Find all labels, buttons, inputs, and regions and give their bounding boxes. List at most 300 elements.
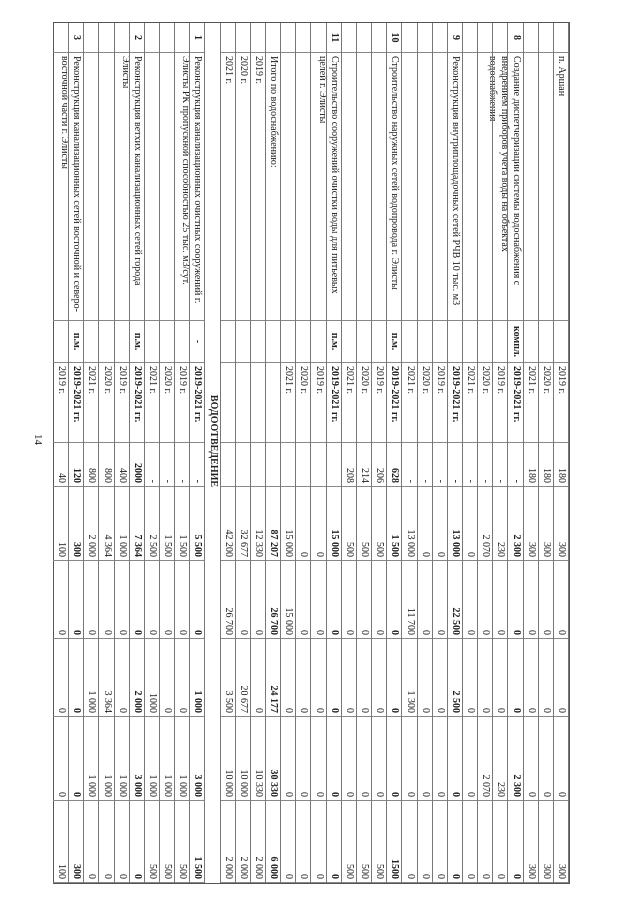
- cell-period: 2020 г.: [356, 363, 371, 443]
- cell-unit: [401, 321, 416, 363]
- cell-c4: 500: [174, 801, 189, 883]
- cell-c4: 2 000: [235, 801, 250, 883]
- cell-total: 300: [68, 487, 83, 561]
- cell-no: [280, 23, 295, 53]
- cell-c1: 0: [356, 561, 371, 639]
- cell-name: Реконструкция ветхих канализационных сетей города Элисты: [129, 53, 144, 321]
- cell-c1: 0: [341, 561, 356, 639]
- cell-name: [53, 53, 68, 321]
- cell-qty: [220, 443, 235, 487]
- cell-c1: 0: [523, 561, 538, 639]
- cell-no: 8: [507, 23, 522, 53]
- cell-c2: 0: [507, 639, 522, 717]
- cell-c4: 0: [447, 801, 462, 883]
- cell-total: 0: [311, 487, 326, 561]
- table-row: [295, 23, 311, 883]
- cell-c3: 0: [326, 717, 341, 801]
- cell-c2: 0: [523, 639, 538, 717]
- table-row: [371, 23, 387, 883]
- cell-unit: компл.: [507, 321, 522, 363]
- cell-c2: 1 000: [189, 639, 204, 717]
- cell-c1: 11 700: [401, 561, 416, 639]
- cell-c4: 500: [371, 801, 386, 883]
- cell-period: 2019-2021 гг.: [68, 363, 83, 443]
- cell-c3: 3 000: [129, 717, 144, 801]
- cell-c4: 6 000: [265, 801, 280, 883]
- cell-name: Реконструкция внутриплощадочных сетей РЧВ 10 тыс. м3: [447, 53, 462, 321]
- cell-c2: 0: [538, 639, 553, 717]
- cell-period: 2019-2021 гг.: [129, 363, 144, 443]
- cell-qty: [250, 443, 265, 487]
- cell-total: 0: [417, 487, 432, 561]
- cell-no: [114, 23, 129, 53]
- cell-c3: 0: [371, 717, 386, 801]
- cell-c4: 0: [114, 801, 129, 883]
- cell-unit: п.м.: [326, 321, 341, 363]
- cell-c4: 0: [477, 801, 492, 883]
- cell-c1: 26 700: [220, 561, 235, 639]
- cell-qty: -: [174, 443, 189, 487]
- table-row: [98, 23, 114, 883]
- cell-no: [98, 23, 113, 53]
- cell-qty: 180: [553, 443, 568, 487]
- cell-name: [462, 53, 477, 321]
- cell-name: [538, 53, 553, 321]
- cell-c3: 0: [538, 717, 553, 801]
- cell-total: 15 000: [280, 487, 295, 561]
- cell-c3: 0: [311, 717, 326, 801]
- cell-c1: 0: [235, 561, 250, 639]
- cell-c2: 2 500: [447, 639, 462, 717]
- cell-unit: [462, 321, 477, 363]
- cell-c2: 3 500: [220, 639, 235, 717]
- cell-period: [265, 363, 280, 443]
- cell-c2: 1 000: [83, 639, 98, 717]
- cell-period: 2020 г.: [417, 363, 432, 443]
- cell-period: 2019 г.: [114, 363, 129, 443]
- table-row: [235, 23, 251, 883]
- cell-c1: 0: [553, 561, 568, 639]
- cell-c1: 0: [507, 561, 522, 639]
- cell-total: 0: [462, 487, 477, 561]
- cell-no: [220, 23, 235, 53]
- cell-unit: [492, 321, 507, 363]
- cell-unit: [523, 321, 538, 363]
- page-number: 14: [32, 434, 44, 445]
- cell-total: 2 000: [83, 487, 98, 561]
- cell-c1: 0: [250, 561, 265, 639]
- investment-table: [53, 22, 570, 884]
- cell-c4: 0: [326, 801, 341, 883]
- table-row: [417, 23, 433, 883]
- cell-period: 2019 г.: [432, 363, 447, 443]
- cell-qty: 800: [98, 443, 113, 487]
- cell-name: п. Аршан: [553, 53, 568, 321]
- cell-period: 2019-2021 гг.: [507, 363, 522, 443]
- cell-c2: 0: [477, 639, 492, 717]
- cell-qty: -: [144, 443, 159, 487]
- cell-c4: 0: [295, 801, 310, 883]
- cell-total: 2 070: [477, 487, 492, 561]
- cell-c3: 0: [280, 717, 295, 801]
- cell-unit: [174, 321, 189, 363]
- section-title: ВОДООТВЕДЕНИЕ: [207, 394, 219, 488]
- cell-c3: 0: [341, 717, 356, 801]
- cell-c1: 0: [538, 561, 553, 639]
- table-row: [159, 23, 175, 883]
- cell-c2: 0: [356, 639, 371, 717]
- cell-period: [220, 363, 235, 443]
- cell-unit: [250, 321, 265, 363]
- cell-total: 1 500: [159, 487, 174, 561]
- cell-c2: 1000: [144, 639, 159, 717]
- cell-unit: [159, 321, 174, 363]
- cell-c2: 20 677: [235, 639, 250, 717]
- cell-no: [144, 23, 159, 53]
- cell-unit: [477, 321, 492, 363]
- cell-qty: -: [447, 443, 462, 487]
- cell-c3: 1 000: [159, 717, 174, 801]
- cell-total: 300: [553, 487, 568, 561]
- cell-no: [492, 23, 507, 53]
- cell-unit: [295, 321, 310, 363]
- cell-qty: [311, 443, 326, 487]
- cell-total: 42 200: [220, 487, 235, 561]
- cell-c4: 500: [144, 801, 159, 883]
- cell-c3: 0: [356, 717, 371, 801]
- cell-c3: 3 000: [189, 717, 204, 801]
- cell-c1: 0: [371, 561, 386, 639]
- cell-c2: 0: [114, 639, 129, 717]
- cell-name: [477, 53, 492, 321]
- section-header-row: [204, 23, 220, 883]
- cell-total: 500: [356, 487, 371, 561]
- cell-qty: 40: [53, 443, 68, 487]
- cell-name: Реконструкция канализационных сетей восточной и северо-восточной части г. Элисты: [68, 53, 83, 321]
- cell-c3: 0: [447, 717, 462, 801]
- cell-total: 87 207: [265, 487, 280, 561]
- cell-unit: [417, 321, 432, 363]
- cell-c2: 2 000: [129, 639, 144, 717]
- cell-period: 2020 г.: [98, 363, 113, 443]
- cell-c1: 0: [432, 561, 447, 639]
- table-row: [265, 23, 281, 883]
- cell-unit: [371, 321, 386, 363]
- cell-c3: 10 000: [235, 717, 250, 801]
- cell-qty: 628: [386, 443, 401, 487]
- cell-period: 2021 г.: [401, 363, 416, 443]
- cell-c3: 2 300: [507, 717, 522, 801]
- cell-no: [53, 23, 68, 53]
- cell-no: [235, 23, 250, 53]
- cell-total: 7 364: [129, 487, 144, 561]
- cell-period: 2019 г.: [553, 363, 568, 443]
- cell-total: 500: [341, 487, 356, 561]
- cell-c3: 0: [401, 717, 416, 801]
- cell-no: [523, 23, 538, 53]
- cell-c2: 0: [417, 639, 432, 717]
- table-row: [83, 23, 99, 883]
- cell-total: 12 330: [250, 487, 265, 561]
- cell-unit: -: [189, 321, 204, 363]
- cell-c1: 0: [311, 561, 326, 639]
- cell-c4: 500: [159, 801, 174, 883]
- cell-qty: 800: [83, 443, 98, 487]
- cell-total: 2 500: [144, 487, 159, 561]
- cell-c2: 0: [280, 639, 295, 717]
- cell-c1: 0: [129, 561, 144, 639]
- cell-period: 2019 г.: [371, 363, 386, 443]
- cell-period: 2021 г.: [144, 363, 159, 443]
- cell-c2: 0: [371, 639, 386, 717]
- cell-qty: -: [417, 443, 432, 487]
- cell-period: 2021 г.: [462, 363, 477, 443]
- cell-total: 230: [492, 487, 507, 561]
- cell-name: [114, 53, 129, 321]
- cell-c2: 0: [386, 639, 401, 717]
- cell-no: [462, 23, 477, 53]
- cell-unit: [553, 321, 568, 363]
- cell-period: 2020 г.: [538, 363, 553, 443]
- cell-qty: -: [432, 443, 447, 487]
- cell-c4: 0: [129, 801, 144, 883]
- cell-no: [295, 23, 310, 53]
- cell-c3: 2 070: [477, 717, 492, 801]
- cell-total: 5 500: [189, 487, 204, 561]
- cell-c3: 1 000: [98, 717, 113, 801]
- cell-qty: 180: [538, 443, 553, 487]
- cell-total: 1 500: [386, 487, 401, 561]
- cell-no: [432, 23, 447, 53]
- cell-c4: 0: [462, 801, 477, 883]
- table-row: [462, 23, 478, 883]
- cell-period: 2021 г.: [523, 363, 538, 443]
- table-row: [174, 23, 190, 883]
- cell-name: [280, 53, 295, 321]
- cell-c3: 0: [53, 717, 68, 801]
- cell-unit: п.м.: [68, 321, 83, 363]
- cell-c3: 230: [492, 717, 507, 801]
- cell-c1: 0: [98, 561, 113, 639]
- cell-c2: 0: [553, 639, 568, 717]
- cell-c1: 0: [492, 561, 507, 639]
- table-row: [401, 23, 417, 883]
- cell-name: Реконструкция канализационных очистных сооружений г. Элисты РК пропускной способностью 25 тыс. м3/сут.: [189, 53, 204, 321]
- cell-qty: 120: [68, 443, 83, 487]
- cell-unit: [538, 321, 553, 363]
- table-row: [447, 23, 463, 883]
- cell-c4: 2 000: [250, 801, 265, 883]
- cell-qty: [265, 443, 280, 487]
- cell-no: [159, 23, 174, 53]
- cell-period: 2020 г.: [159, 363, 174, 443]
- cell-period: 2020 г.: [477, 363, 492, 443]
- cell-no: [371, 23, 386, 53]
- cell-unit: п.м.: [386, 321, 401, 363]
- cell-total: 32 677: [235, 487, 250, 561]
- cell-name: [492, 53, 507, 321]
- cell-unit: [98, 321, 113, 363]
- cell-name: [356, 53, 371, 321]
- cell-c3: 0: [432, 717, 447, 801]
- cell-no: 10: [386, 23, 401, 53]
- cell-c1: 0: [189, 561, 204, 639]
- cell-c4: 0: [417, 801, 432, 883]
- cell-total: 1 500: [174, 487, 189, 561]
- cell-total: 100: [53, 487, 68, 561]
- cell-c1: 0: [174, 561, 189, 639]
- cell-c3: 1 000: [144, 717, 159, 801]
- cell-no: [174, 23, 189, 53]
- cell-c4: 0: [311, 801, 326, 883]
- cell-unit: [235, 321, 250, 363]
- cell-c2: 0: [341, 639, 356, 717]
- cell-period: 2019-2021 гг.: [326, 363, 341, 443]
- cell-no: [417, 23, 432, 53]
- cell-c3: 0: [68, 717, 83, 801]
- cell-unit: [53, 321, 68, 363]
- cell-period: 2019 г.: [174, 363, 189, 443]
- cell-qty: [326, 443, 341, 487]
- cell-name: Итого по водоснабжению:: [265, 53, 280, 321]
- cell-no: [401, 23, 416, 53]
- cell-name: [174, 53, 189, 321]
- table-row: [477, 23, 493, 883]
- cell-no: [356, 23, 371, 53]
- cell-c2: 0: [326, 639, 341, 717]
- cell-name: [311, 53, 326, 321]
- cell-unit: [341, 321, 356, 363]
- cell-qty: 2000: [129, 443, 144, 487]
- cell-name: Строительство наружных сетей водопровода г. Элисты: [386, 53, 401, 321]
- cell-period: 2019 г.: [311, 363, 326, 443]
- cell-c1: 0: [326, 561, 341, 639]
- cell-c3: 0: [295, 717, 310, 801]
- cell-qty: [295, 443, 310, 487]
- cell-c1: 0: [477, 561, 492, 639]
- table-row: [144, 23, 160, 883]
- cell-unit: [144, 321, 159, 363]
- cell-c4: 1500: [386, 801, 401, 883]
- cell-c3: 0: [462, 717, 477, 801]
- cell-c1: 15 000: [280, 561, 295, 639]
- cell-c4: 0: [492, 801, 507, 883]
- cell-c1: 22 500: [447, 561, 462, 639]
- cell-c2: 0: [311, 639, 326, 717]
- cell-qty: 206: [371, 443, 386, 487]
- cell-c4: 1 500: [189, 801, 204, 883]
- cell-c2: 0: [68, 639, 83, 717]
- cell-name: Строительство сооружений очистки воды для питьевых целей г. Элисты: [326, 53, 341, 321]
- cell-c4: 500: [356, 801, 371, 883]
- cell-c4: 0: [507, 801, 522, 883]
- table-row: [280, 23, 296, 883]
- table-row: [432, 23, 448, 883]
- cell-c4: 0: [83, 801, 98, 883]
- cell-unit: [83, 321, 98, 363]
- table-row: [386, 23, 402, 883]
- cell-c4: 2 000: [220, 801, 235, 883]
- cell-c4: 300: [523, 801, 538, 883]
- cell-c4: 300: [538, 801, 553, 883]
- cell-c2: 0: [174, 639, 189, 717]
- cell-c1: 0: [159, 561, 174, 639]
- cell-c4: 0: [432, 801, 447, 883]
- cell-period: 2021 г.: [341, 363, 356, 443]
- cell-qty: -: [159, 443, 174, 487]
- cell-c3: 30 330: [265, 717, 280, 801]
- cell-c2: 1 300: [401, 639, 416, 717]
- cell-no: 1: [189, 23, 204, 53]
- cell-total: 0: [432, 487, 447, 561]
- cell-unit: [265, 321, 280, 363]
- cell-c1: 26 700: [265, 561, 280, 639]
- cell-c2: 3 364: [98, 639, 113, 717]
- table-row: [553, 23, 569, 883]
- cell-no: 3: [68, 23, 83, 53]
- cell-c3: 0: [386, 717, 401, 801]
- table-row: [538, 23, 554, 883]
- cell-name: [417, 53, 432, 321]
- cell-unit: [311, 321, 326, 363]
- cell-no: [83, 23, 98, 53]
- cell-qty: -: [492, 443, 507, 487]
- cell-c4: 0: [98, 801, 113, 883]
- cell-name: [83, 53, 98, 321]
- cell-unit: [432, 321, 447, 363]
- table-row: [220, 23, 236, 883]
- cell-c1: 0: [68, 561, 83, 639]
- cell-c1: 0: [144, 561, 159, 639]
- cell-c3: 1 000: [174, 717, 189, 801]
- cell-c1: 0: [53, 561, 68, 639]
- cell-no: 2: [129, 23, 144, 53]
- cell-c3: 0: [523, 717, 538, 801]
- cell-total: 1 000: [114, 487, 129, 561]
- cell-c2: 0: [250, 639, 265, 717]
- cell-total: 2 300: [507, 487, 522, 561]
- cell-unit: [447, 321, 462, 363]
- cell-no: [477, 23, 492, 53]
- cell-period: 2019 г.: [492, 363, 507, 443]
- cell-c2: 0: [462, 639, 477, 717]
- cell-name: [523, 53, 538, 321]
- cell-c1: 0: [462, 561, 477, 639]
- cell-period: 2019-2021 гг.: [447, 363, 462, 443]
- cell-c4: 500: [341, 801, 356, 883]
- table-row: [341, 23, 357, 883]
- cell-no: [250, 23, 265, 53]
- cell-c4: 0: [280, 801, 295, 883]
- cell-total: 13 000: [401, 487, 416, 561]
- cell-c2: 24 177: [265, 639, 280, 717]
- cell-no: [265, 23, 280, 53]
- cell-c2: 0: [432, 639, 447, 717]
- cell-no: [538, 23, 553, 53]
- cell-qty: 214: [356, 443, 371, 487]
- cell-c2: 0: [492, 639, 507, 717]
- cell-c3: 0: [553, 717, 568, 801]
- cell-name: [295, 53, 310, 321]
- cell-c4: 0: [401, 801, 416, 883]
- cell-c3: 10 330: [250, 717, 265, 801]
- cell-unit: [220, 321, 235, 363]
- cell-unit: [114, 321, 129, 363]
- cell-total: 15 000: [326, 487, 341, 561]
- cell-name: 2021 г.: [220, 53, 235, 321]
- cell-c1: 0: [417, 561, 432, 639]
- cell-name: [401, 53, 416, 321]
